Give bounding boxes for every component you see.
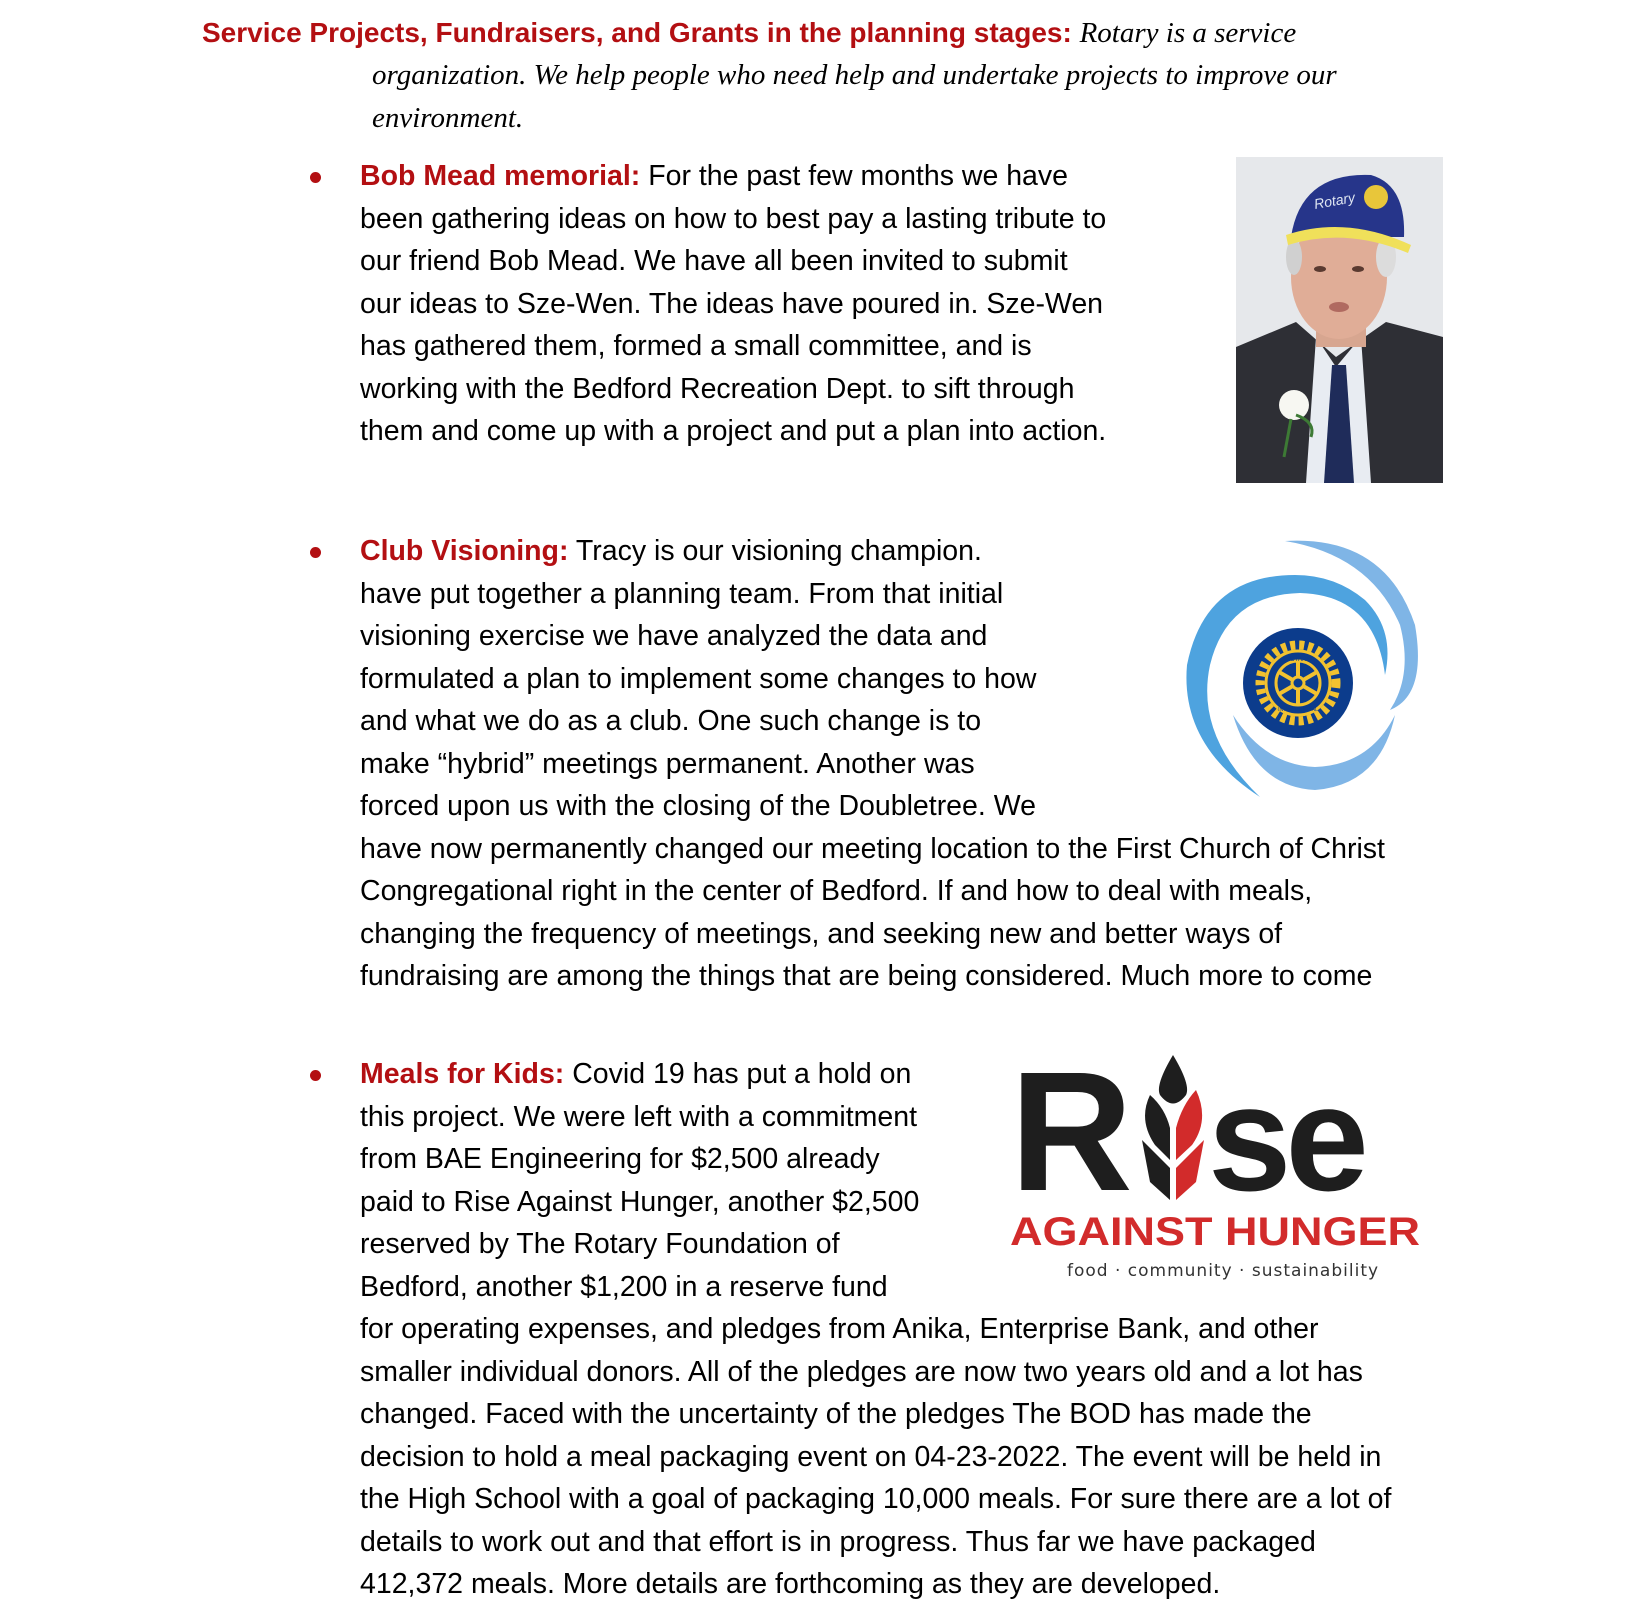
section-first-line: Covid 19 has put a hold on	[572, 1058, 912, 1090]
cap-text: Rotary	[1312, 189, 1357, 212]
rotary-swirl-icon	[1165, 535, 1425, 810]
section-line: from BAE Engineering for $2,500 already	[360, 1143, 880, 1175]
intro-heading: Service Projects, Fundraisers, and Grants in the planning stages:	[202, 17, 1072, 48]
water-drop-icon	[1159, 1055, 1187, 1104]
rise-tagline: food · community · sustainability	[1067, 1261, 1380, 1280]
section-line: our friend Bob Mead. We have all been invited to submit	[360, 245, 1068, 277]
intro-line: environment.	[372, 101, 524, 134]
section-line: has gathered them, formed a small committee, and is	[360, 330, 1032, 362]
rise-against-hunger-logo	[1010, 1050, 1440, 1285]
section-line: fundraising are among the things that are being considered. Much more to come	[360, 960, 1373, 992]
bob-mead-photo	[1236, 157, 1443, 483]
section-line: been gathering ideas on how to best pay a lasting tribute to	[360, 202, 1107, 235]
section-line: changing the frequency of meetings, and seeking new and better ways of	[360, 917, 1283, 950]
intro-lead: Rotary is a service	[1079, 17, 1297, 49]
section-line: Congregational right in the center of Bedford. If and how to deal with meals,	[360, 875, 1313, 907]
section-line: Bedford, another $1,200 in a reserve fund	[360, 1270, 888, 1303]
section-line: this project. We were left with a commitment	[360, 1100, 917, 1133]
section-line: our ideas to Sze-Wen. The ideas have poured in. Sze-Wen	[360, 287, 1104, 320]
section-line: visioning exercise we have analyzed the data and	[360, 620, 988, 652]
section-line: decision to hold a meal packaging event on 04-23-2022. The event will be held in	[360, 1440, 1382, 1473]
section-text	[360, 155, 1106, 453]
bullet-icon	[310, 1070, 321, 1081]
rotary-top-text: ROTARY	[1285, 657, 1311, 663]
bullet-icon	[310, 547, 321, 558]
section-line: the High School with a goal of packaging 10,000 meals. For sure there are a lot of	[360, 1483, 1392, 1515]
rise-logo-graphic	[1010, 1050, 1440, 1280]
intro-line: organization. We help people who need help and undertake projects to improve our	[372, 59, 1337, 91]
bullet-icon	[310, 172, 321, 183]
section-line: working with the Bedford Recreation Dept. to sift through	[360, 372, 1075, 405]
section-line: reserved by The Rotary Foundation of	[360, 1228, 840, 1260]
section-line: them and come up with a project and put a plan into action.	[360, 415, 1107, 447]
section-line: smaller individual donors. All of the pledges are now two years old and a lot has	[360, 1355, 1363, 1388]
rise-letter-r: R	[1010, 1050, 1127, 1227]
section-first-line: For the past few months we have	[648, 160, 1069, 192]
section-line: changed. Faced with the uncertainty of the pledges The BOD has made the	[360, 1398, 1312, 1430]
section-line: forced upon us with the closing of the Doubletree. We	[360, 790, 1036, 822]
section-line: make “hybrid” meetings permanent. Another was	[360, 747, 975, 780]
section-label: Bob Mead memorial:	[360, 160, 641, 192]
rotary-bottom-text: INTERNATIONAL	[1278, 707, 1318, 713]
section-label: Meals for Kids:	[360, 1058, 565, 1090]
section-line: have put together a planning team. From that initial	[360, 577, 1004, 610]
section-line: have now permanently changed our meeting location to the First Church of Christ	[360, 832, 1385, 865]
rise-letters-se: se	[1208, 1054, 1363, 1222]
section-label: Club Visioning:	[360, 535, 569, 567]
section-line: and what we do as a club. One such change is to	[360, 705, 982, 737]
intro-continuation	[372, 54, 1472, 139]
section-first-line: Tracy is our visioning champion.	[575, 535, 982, 567]
intro-paragraph	[202, 12, 1462, 134]
portrait-illustration	[1236, 157, 1443, 483]
section-line: formulated a plan to implement some changes to how	[360, 662, 1037, 695]
rotary-visioning-logo	[1165, 535, 1425, 815]
section-line: 412,372 meals. More details are forthcoming as they are developed.	[360, 1568, 1221, 1600]
section-line: details to work out and that effort is in progress. Thus far we have packaged	[360, 1525, 1316, 1558]
section-line: paid to Rise Against Hunger, another $2,500	[360, 1185, 920, 1218]
section-line: for operating expenses, and pledges from Anika, Enterprise Bank, and other	[360, 1313, 1319, 1345]
rise-subtitle: AGAINST HUNGER	[1010, 1210, 1421, 1254]
